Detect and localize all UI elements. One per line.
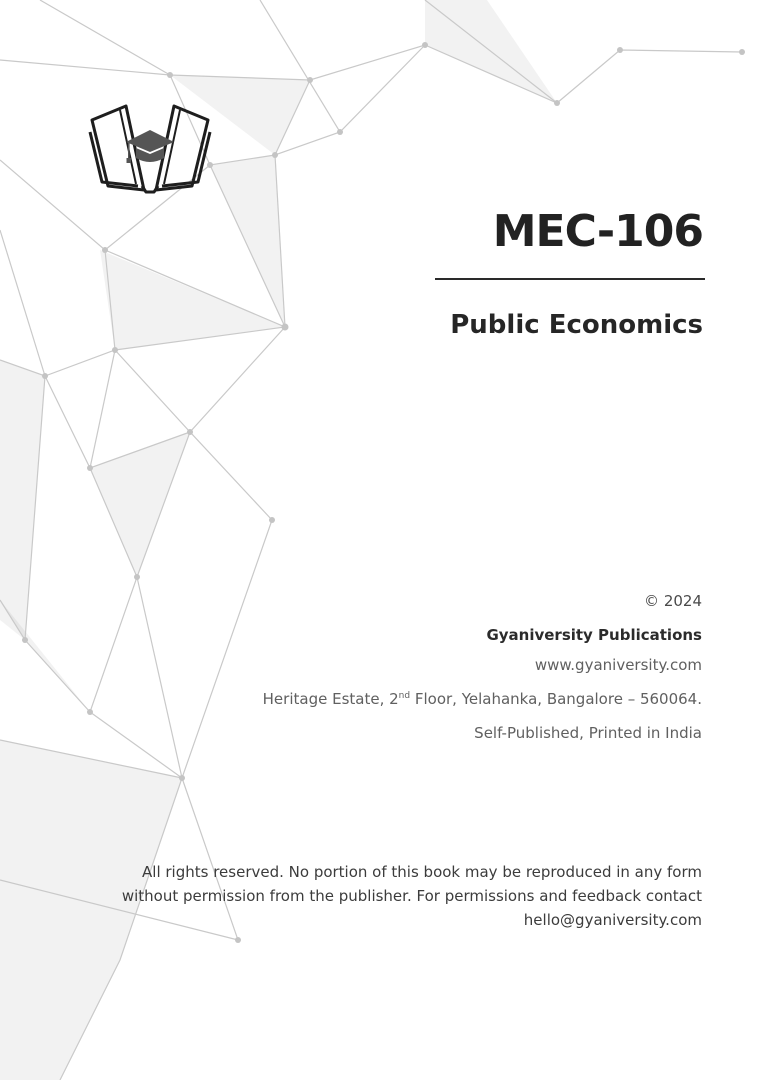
copyright-line: © 2024 [644,592,702,610]
rights-notice: All rights reserved. No portion of this book may be reproduced in any form without permission from the publisher. For permissions and feedback contact hello@gyaniversity.com [121,863,702,929]
course-code: MEC-106 [492,206,703,257]
publisher-name: Gyaniversity Publications [486,626,702,644]
address-suffix: Floor, Yelahanka, Bangalore – 560064. [410,690,702,708]
publisher-website: www.gyaniversity.com [534,656,702,674]
print-note: Self-Published, Printed in India [474,724,702,742]
address-ordinal: nd [398,691,411,701]
title-divider [435,278,705,280]
publisher-address [263,690,702,708]
open-book-graduation-cap-icon [86,100,214,196]
address-prefix: Heritage Estate, 2 [262,690,399,708]
course-title: Public Economics [450,310,703,340]
